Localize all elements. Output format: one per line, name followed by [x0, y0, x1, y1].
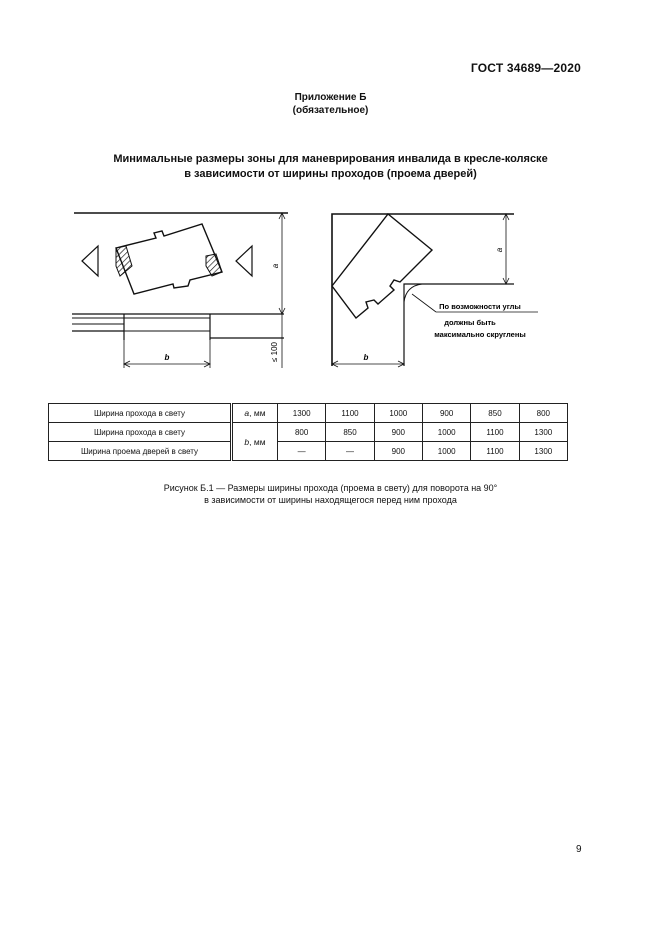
dimension-b-label: b [164, 353, 170, 362]
row-label: Ширина прохода в свету [49, 423, 232, 442]
section-heading [0, 152, 661, 182]
table-cell: 1000 [422, 442, 470, 461]
table-cell: 900 [374, 442, 422, 461]
figure-caption [0, 482, 661, 506]
row-symbol: a, мм [232, 404, 278, 423]
wheelchair-outline [116, 224, 222, 294]
table-cell: 1300 [519, 442, 567, 461]
document-id: ГОСТ 34689—2020 [470, 61, 581, 75]
table-cell: 1100 [471, 442, 519, 461]
min-offset-label: ≤ 100 [270, 342, 279, 362]
table-cell: 900 [374, 423, 422, 442]
wheelchair-outline-turning [332, 214, 432, 318]
row-label: Ширина прохода в свету [49, 404, 232, 423]
table-row [49, 423, 568, 442]
door-threshold [124, 318, 210, 331]
caption-line-1: Рисунок Б.1 — Размеры ширины прохода (проема в свету) для поворота на 90° [163, 483, 498, 493]
technical-drawing [60, 200, 560, 380]
appendix-title: Приложение Б [294, 92, 367, 103]
table-cell: 1000 [374, 404, 422, 423]
heading-line-1: Минимальные размеры зоны для маневрирования инвалида в кресле-коляске [113, 153, 548, 165]
heading-line-2: в зависимости от ширины проходов (проема дверей) [184, 168, 477, 180]
arrow-right-icon [236, 246, 252, 276]
arrow-left-icon [82, 246, 98, 276]
maneuvering-zone-drawing [60, 200, 560, 385]
table-cell: 850 [326, 423, 374, 442]
corner-turn-drawing [332, 214, 538, 367]
corner-note-line-3: максимально скруглены [434, 330, 526, 339]
table-cell: — [326, 442, 374, 461]
table-cell: 800 [519, 404, 567, 423]
corridor-drawing [72, 213, 288, 368]
table-cell: 1000 [422, 423, 470, 442]
corner-note-line-2: должны быть [444, 318, 496, 327]
table-cell: 800 [278, 423, 326, 442]
table-cell: 1300 [519, 423, 567, 442]
dimension-b-label-corner: b [363, 353, 369, 362]
page-number: 9 [576, 844, 582, 855]
table-cell: — [278, 442, 326, 461]
table-cell: 1300 [278, 404, 326, 423]
dimension-a-label: a [271, 263, 280, 269]
table-cell: 1100 [471, 423, 519, 442]
corner-note-line-1: По возможности углы [439, 302, 521, 311]
table-row [49, 442, 568, 461]
caption-line-2: в зависимости от ширины находящегося перед ним прохода [204, 495, 457, 505]
dimension-a-label-corner: a [495, 247, 504, 253]
table-cell: 850 [471, 404, 519, 423]
appendix-status: (обязательное) [292, 105, 369, 116]
row-label: Ширина проема дверей в свету [49, 442, 232, 461]
dimensions-table [48, 403, 568, 461]
appendix-header [0, 91, 661, 117]
row-symbol: b, мм [232, 423, 278, 461]
table-row [49, 404, 568, 423]
table-cell: 900 [422, 404, 470, 423]
table-cell: 1100 [326, 404, 374, 423]
